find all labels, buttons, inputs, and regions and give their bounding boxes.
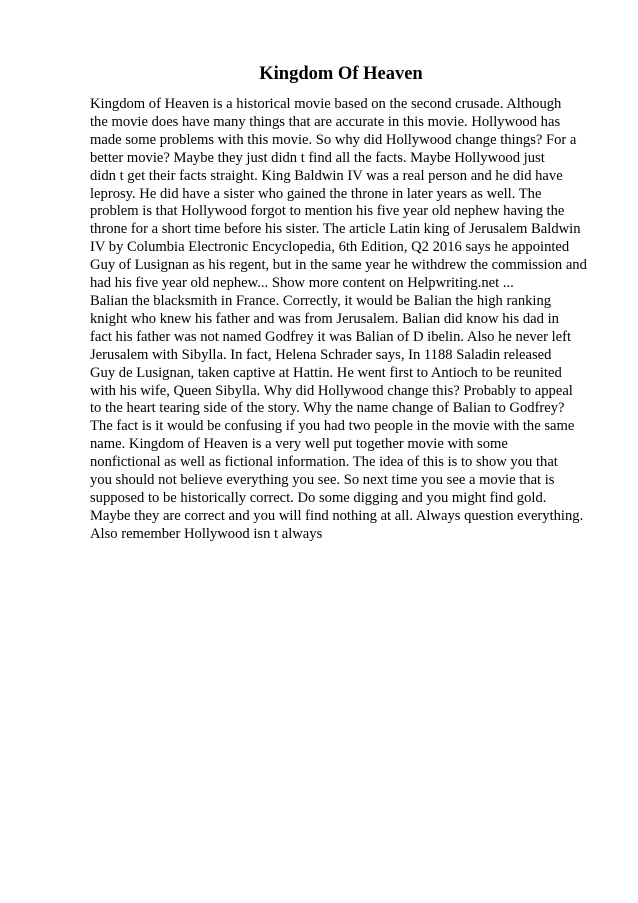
text-line: Kingdom of Heaven is a historical movie based on the second crusade. Although xyxy=(90,96,562,112)
text-line: supposed to be historically correct. Do some digging and you might find gold. xyxy=(90,489,547,506)
text-line: Also remember Hollywood isn t always xyxy=(90,525,323,542)
text-line: Jerusalem with Sibylla. In fact, Helena Schrader says, In 1188 Saladin released xyxy=(90,346,552,363)
text-line: IV by Columbia Electronic Encyclopedia, 6th Edition, Q2 2016 says he appointed xyxy=(90,239,570,256)
body-text xyxy=(90,96,610,544)
text-line: had his five year old nephew... Show more content on Helpwriting.net ... xyxy=(90,275,514,292)
text-line: didn t get their facts straight. King Baldwin IV was a real person and he did have xyxy=(90,167,563,184)
text-line: Balian the blacksmith in France. Correctly, it would be Balian the high ranking xyxy=(90,292,552,309)
text-line: The fact is it would be confusing if you had two people in the movie with the same xyxy=(90,418,575,435)
text-line: Guy of Lusignan as his regent, but in the same year he withdrew the commission and xyxy=(90,257,587,274)
text-line: to the heart tearing side of the story. Why the name change of Balian to Godfrey? xyxy=(90,400,565,417)
text-line: problem is that Hollywood forgot to mention his five year old nephew having the xyxy=(90,203,565,220)
text-line: Maybe they are correct and you will find nothing at all. Always question everything. xyxy=(90,507,584,524)
text-line: leprosy. He did have a sister who gained the throne in later years as well. The xyxy=(90,185,542,202)
text-line: Guy de Lusignan, taken captive at Hattin. He went first to Antioch to be reunited xyxy=(90,364,562,381)
text-line: the movie does have many things that are accurate in this movie. Hollywood has xyxy=(90,113,561,130)
text-line: better movie? Maybe they just didn t find all the facts. Maybe Hollywood just xyxy=(90,149,545,166)
text-line: you should not believe everything you see. So next time you see a movie that is xyxy=(90,472,555,489)
text-line: knight who knew his father and was from Jerusalem. Balian did know his dad in xyxy=(90,310,559,327)
text-line: with his wife, Queen Sibylla. Why did Hollywood change this? Probably to appeal xyxy=(90,382,573,399)
text-line: name. Kingdom of Heaven is a very well put together movie with some xyxy=(90,436,508,453)
text-line: throne for a short time before his sister. The article Latin king of Jerusalem Baldwin xyxy=(90,221,581,238)
page-title: Kingdom Of Heaven xyxy=(259,64,423,84)
text-line: made some problems with this movie. So why did Hollywood change things? For a xyxy=(90,131,577,148)
text-line: nonfictional as well as fictional information. The idea of this is to show you that xyxy=(90,454,558,471)
text-line: fact his father was not named Godfrey it was Balian of D ibelin. Also he never left xyxy=(90,328,572,345)
